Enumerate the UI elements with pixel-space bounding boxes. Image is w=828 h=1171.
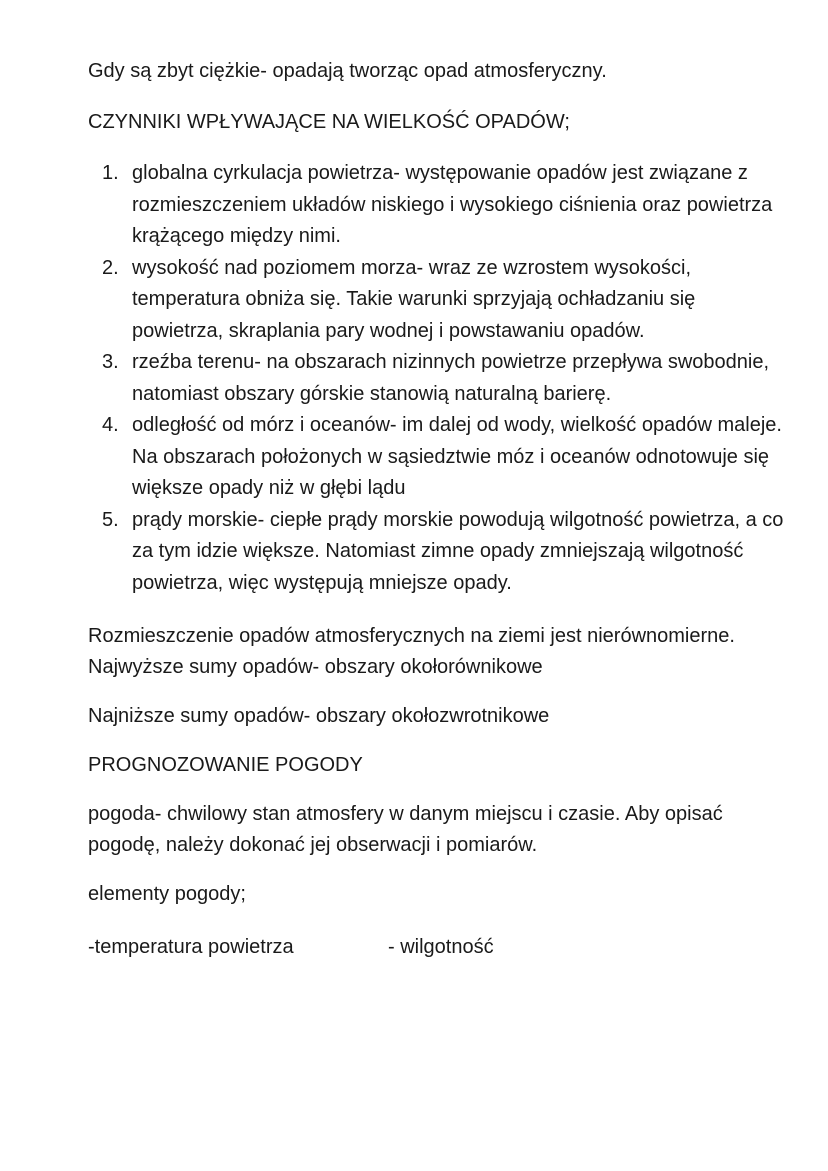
factors-list (88, 158, 788, 599)
list-item (88, 347, 788, 410)
elements-heading: elementy pogody; (88, 883, 246, 905)
list-item-number: 4. (102, 414, 119, 436)
weather-element-temperature: -temperatura powietrza (88, 936, 294, 958)
list-item (88, 158, 788, 253)
list-item (88, 410, 788, 505)
list-item-text: wysokość nad poziomem morza- wraz ze wzrostem wysokości, temperatura obniża się. Takie warunki sprzyjają ochładzaniu się powietrza, skraplania pary wodnej i powstawaniu opadów. (132, 256, 696, 342)
list-item-number: 5. (102, 508, 119, 531)
document-page (88, 56, 788, 963)
intro-line: Gdy są zbyt ciężkie- opadają tworząc opad atmosferyczny. (88, 60, 607, 82)
distribution-paragraph: Rozmieszczenie opadów atmosferycznych na ziemi jest nierównomierne. Najwyższe sumy opadów- obszary okołorównikowe (88, 625, 735, 678)
list-item-number: 3. (102, 351, 119, 373)
weather-elements-row (88, 932, 788, 963)
list-item-text: rzeźba terenu- na obszarach nizinnych powietrze przepływa swobodnie, natomiast obszary górskie stanowią naturalną barierę. (132, 351, 770, 405)
list-item-text: odległość od mórz i oceanów- im dalej od wody, wielkość opadów maleje. Na obszarach położonych w sąsiedztwie móz i oceanów odnotowuje się większe opady niż w głębi lądu (132, 414, 782, 499)
weather-element-humidity: - wilgotność (388, 936, 494, 958)
factors-heading: CZYNNIKI WPŁYWAJĄCE NA WIELKOŚĆ OPADÓW; (88, 111, 570, 133)
list-item (88, 253, 788, 348)
list-item-text: globalna cyrkulacja powietrza- występowanie opadów jest związane z rozmieszczeniem układów niskiego i wysokiego ciśnienia oraz powietrza krążącego między nimi. (132, 162, 773, 247)
weather-definition: pogoda- chwilowy stan atmosfery w danym miejscu i czasie. Aby opisać pogodę, należy dokonać jej obserwacji i pomiarów. (88, 803, 723, 856)
forecast-heading: PROGNOZOWANIE POGODY (88, 754, 363, 776)
list-item-number: 1. (102, 162, 119, 184)
lowest-precipitation-line: Najniższe sumy opadów- obszary okołozwrotnikowe (88, 705, 550, 727)
list-item (88, 505, 788, 600)
list-item-number: 2. (102, 256, 119, 279)
list-item-text: prądy morskie- ciepłe prądy morskie powodują wilgotność powietrza, a co za tym idzie większe. Natomiast zimne opady zmniejszają wilgotność powietrza, więc występują mniejsze opady. (132, 508, 784, 594)
